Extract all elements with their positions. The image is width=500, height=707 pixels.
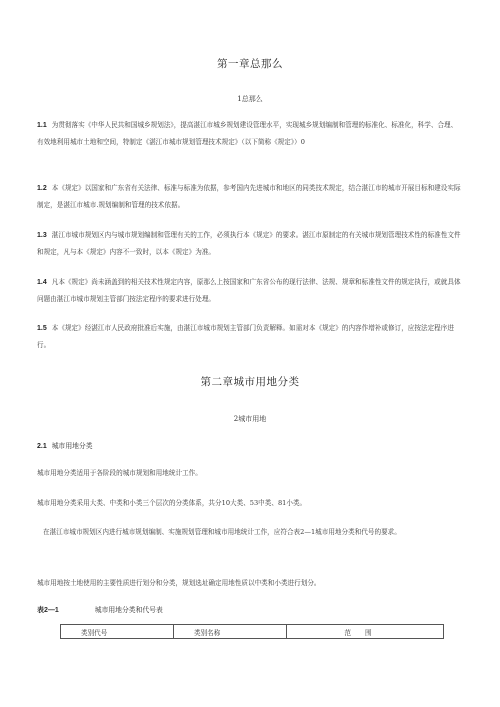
paragraph-4: 城市用地按土地使用的主要性质进行划分和分类，规划选址确定用地性质以中类和小类进行划分。 — [37, 579, 321, 587]
chapter1-section-title: 1总那么 — [237, 95, 263, 103]
clause-number: 1.3 — [37, 232, 47, 239]
table-caption-number: 表2—1 — [37, 607, 59, 614]
clause-text: 本《规定》以国家和广东省有关法律、标准与标准为依据，参考国内先进城市和地区的同类技术规定，结合湛江市的城市开展目标和建设实际制定，是湛江市城市.规划编制和管理的技术依据。 — [37, 184, 461, 209]
chapter2-section-title: 2城市用地 — [233, 415, 267, 423]
subsection-heading — [37, 440, 93, 450]
clause-number: 1.2 — [37, 185, 47, 192]
table-caption-name: 城市用地分类和代号表 — [94, 606, 163, 614]
land-use-code-table — [60, 624, 444, 639]
header-range: 范围 — [287, 625, 444, 639]
clause-1-3 — [37, 227, 463, 261]
chapter2-title: 第二章城市用地分类 — [200, 376, 300, 388]
paragraph-1: 城市用地分类适用于各阶段的城市规划和用地统计工作。 — [37, 469, 202, 477]
table-header-row — [61, 625, 444, 639]
clause-text: 湛江市城市规划区内与城市规划编制和管理有关的工作，必须执行本《规定》的要求。湛江市原制定的有关城市规划管理技术性的标准性文件和规定，凡与本《规定》内容不一致时，以本《规定》为准。 — [37, 231, 461, 256]
clause-text: 本《规定》经湛江市人民政府批准后实施，由湛江市城市规划主管部门负责解释。如需对本《规定》的内容作增补或修订，应按法定程序进行。 — [37, 324, 454, 349]
clause-text: 为贯彻落实《中华人民共和国城乡规划法》，提高湛江市城乡规划建设管理水平，实现城乡规划编制和管理的标准化、标准化，科学、合理、有效地利用城市土地和空间，特制定《湛江市城市规划管理技术规定》（以下简称《规定》）0 — [37, 121, 458, 146]
clause-number: 1.1 — [37, 122, 47, 129]
header-category-code: 类别代号 — [61, 625, 174, 639]
clause-1-1 — [37, 117, 463, 151]
header-category-name: 类别名称 — [174, 625, 287, 639]
chapter1-title: 第一章总那么 — [217, 58, 283, 70]
subsection-title: 城市用地分类 — [51, 442, 93, 450]
clause-number: 1.5 — [37, 325, 47, 332]
clause-1-4 — [37, 274, 463, 308]
paragraph-3: 在湛江市城市规划区内进行城市规划编制、实施规划管理和城市用地统计工作，应符合表2—1城市用地分类和代号的要求。 — [43, 528, 401, 536]
clause-1-2 — [37, 180, 463, 214]
table-caption — [37, 604, 163, 615]
paragraph-2: 城市用地分类采用大类、中类和小类三个层次的分类体系，共分10大类、53中类、81小类。 — [37, 499, 307, 507]
clause-1-5 — [37, 320, 463, 354]
subsection-number: 2.1 — [37, 443, 47, 450]
clause-text: 凡本《规定》尚未涵盖到的相关技术性规定内容，原那么上按国家和广东省公布的现行法律、法规、规章和标准性文件的规定执行，或就具体问题由湛江市城市规划主管部门按法定程序的要求进行处理。 — [37, 278, 461, 303]
clause-number: 1.4 — [37, 279, 47, 286]
